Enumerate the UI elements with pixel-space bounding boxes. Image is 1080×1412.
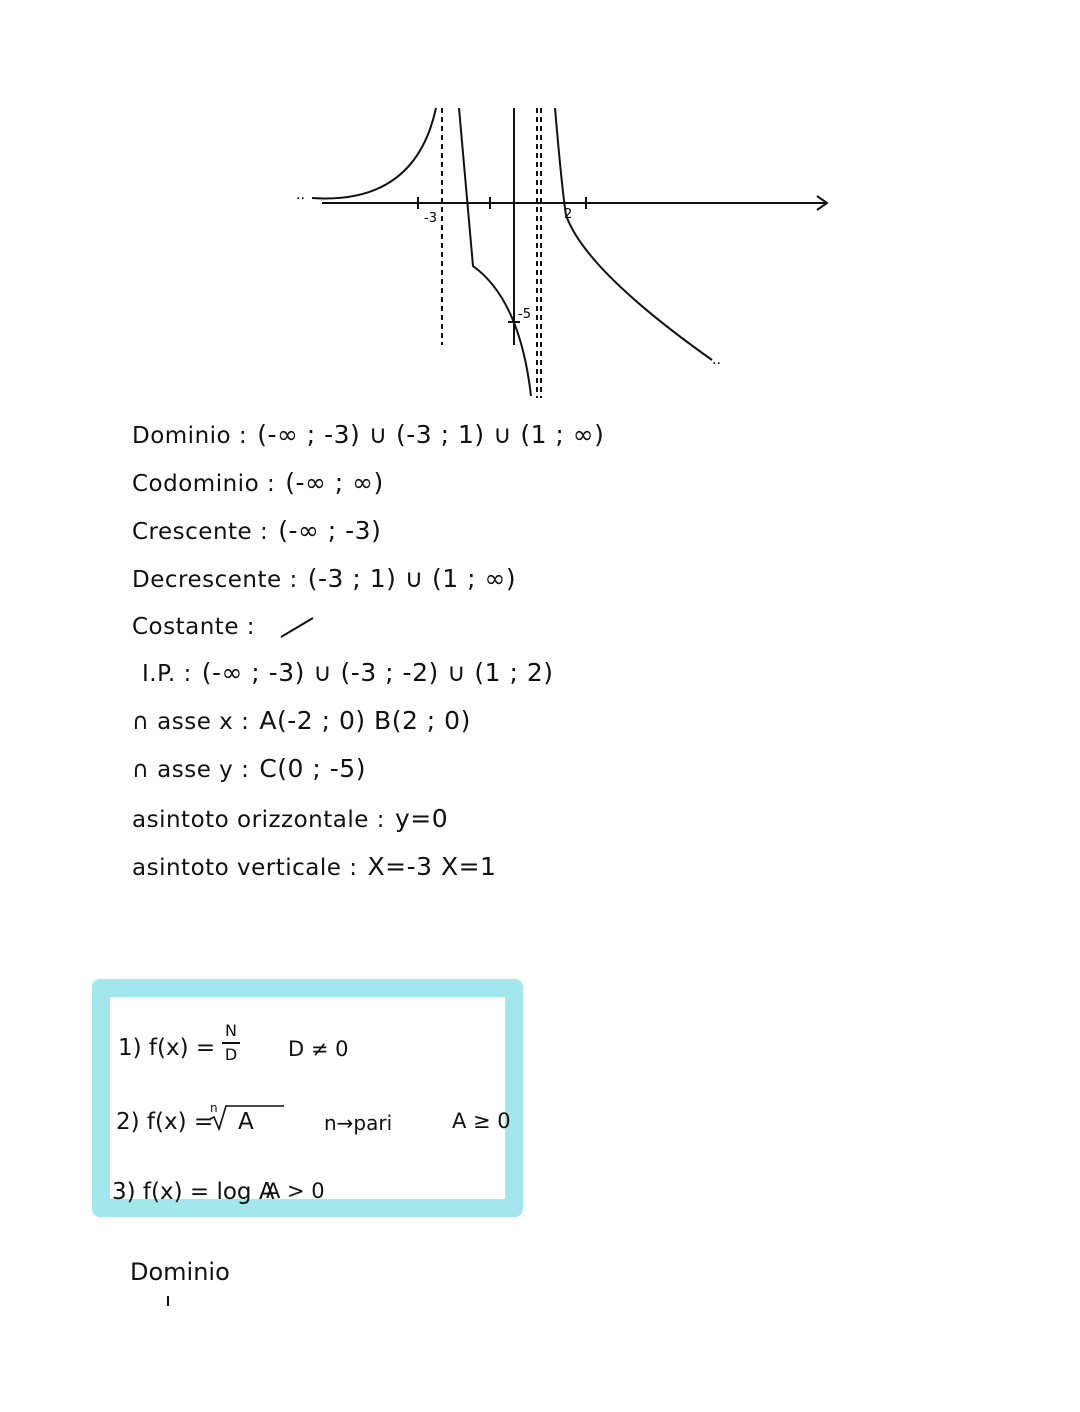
empty-set-slash-icon — [277, 615, 317, 641]
section-title-dominio: Dominio — [130, 1258, 230, 1286]
prop-value: X=-3 X=1 — [367, 852, 497, 881]
prop-value: (-∞ ; ∞) — [285, 468, 384, 497]
prop-value: (-∞ ; -3) — [278, 516, 382, 545]
prop-asse-x — [132, 706, 471, 737]
rule1-prefix: 1) f(x) = — [118, 1035, 216, 1061]
prop-costante — [132, 612, 317, 642]
rule1-denominator: D — [224, 1045, 238, 1064]
prop-label: asintoto verticale : — [132, 855, 358, 881]
tick-label-neg3: -3 — [424, 211, 437, 226]
prop-value: (-3 ; 1) ∪ (1 ; ∞) — [307, 564, 517, 593]
prop-label: I.P. : — [142, 661, 192, 687]
prop-ip — [142, 658, 554, 689]
rule2-note: n→pari — [324, 1111, 393, 1135]
rule2-condition: A ≥ 0 — [452, 1109, 511, 1133]
prop-decrescente — [132, 564, 516, 595]
prop-label: ∩ asse x : — [132, 709, 250, 735]
prop-value: A(-2 ; 0) B(2 ; 0) — [259, 706, 471, 735]
curve-dots-left: .. — [296, 187, 305, 203]
tick-label-2: 2 — [564, 207, 573, 222]
prop-value: (-∞ ; -3) ∪ (-3 ; -2) ∪ (1 ; 2) — [201, 658, 554, 687]
prop-asse-y — [132, 754, 366, 785]
rule2-root-index: n — [210, 1101, 218, 1115]
rule2-prefix: 2) f(x) = — [116, 1109, 214, 1135]
prop-label: Decrescente : — [132, 567, 298, 593]
rule1-condition: D ≠ 0 — [288, 1037, 349, 1061]
prop-value: y=0 — [394, 804, 449, 833]
prop-label: ∩ asse y : — [132, 757, 250, 783]
rule3-text: 3) f(x) = log A — [112, 1179, 275, 1205]
function-graph — [0, 0, 1080, 420]
prop-asintoto-verticale — [132, 852, 496, 883]
tick-label-neg5: -5 — [518, 307, 531, 322]
rule2-radicand: A — [238, 1109, 254, 1135]
rule3-condition: A > 0 — [266, 1179, 325, 1203]
prop-value: (-∞ ; -3) ∪ (-3 ; 1) ∪ (1 ; ∞) — [257, 420, 605, 449]
curve-branch-right — [555, 108, 712, 360]
domain-rules-box — [92, 979, 523, 1217]
prop-label: Crescente : — [132, 519, 269, 545]
prop-codominio — [132, 468, 384, 499]
rule1-numerator: N — [225, 1021, 237, 1040]
domain-rules-inner — [110, 997, 511, 1205]
prop-asintoto-orizzontale — [132, 804, 448, 835]
prop-crescente — [132, 516, 381, 547]
rule1-fraction-bar — [222, 1042, 240, 1044]
curve-branch-left — [312, 108, 436, 198]
prop-dominio — [132, 420, 604, 451]
pen-mark — [167, 1296, 169, 1306]
prop-label: Costante : — [132, 614, 256, 640]
prop-label: Dominio : — [132, 423, 248, 449]
curve-branch-middle — [459, 108, 531, 396]
prop-label: Codominio : — [132, 471, 276, 497]
curve-dots-right: .. — [712, 352, 721, 368]
prop-value: C(0 ; -5) — [259, 754, 366, 783]
prop-label: asintoto orizzontale : — [132, 807, 385, 833]
